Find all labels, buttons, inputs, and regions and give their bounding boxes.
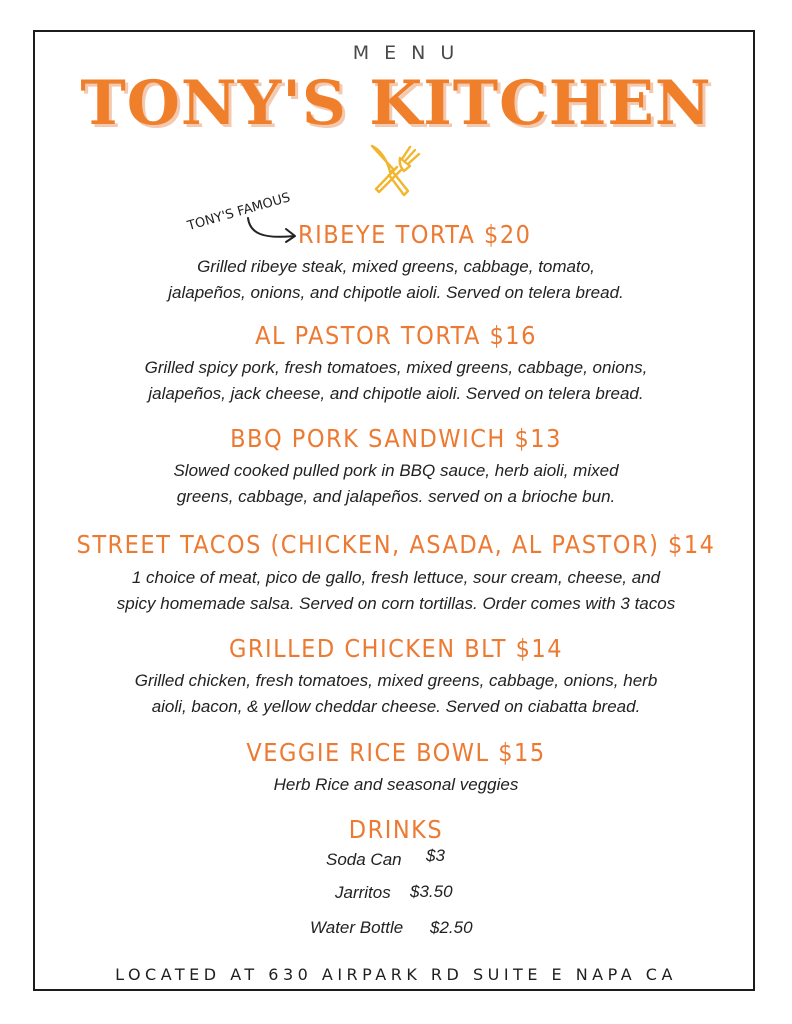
menu-item-grilled-chicken-blt-title: GRILLED CHICKEN BLT $14: [228, 634, 564, 663]
menu-item-al-pastor-torta-title: AL PASTOR TORTA $16: [255, 321, 537, 350]
menu-item-bbq-pork-sandwich-desc-line1: Slowed cooked pulled pork in BBQ sauce, herb aioli, mixed: [173, 461, 619, 480]
menu-item-veggie-rice-bowl-desc: Herb Rice and seasonal veggies: [273, 775, 519, 794]
menu-item-veggie-rice-bowl-title: VEGGIE RICE BOWL $15: [246, 738, 546, 767]
menu-item-bbq-pork-sandwich-title: BBQ PORK SANDWICH $13: [230, 424, 562, 453]
location-footer: LOCATED AT 630 AIRPARK RD SUITE E NAPA CA: [115, 965, 677, 984]
menu-label: MENU: [352, 42, 470, 64]
drink-water-bottle-name: Water Bottle: [310, 918, 404, 937]
menu-item-ribeye-torta-desc-line1: Grilled ribeye steak, mixed greens, cabbage, tomato,: [197, 257, 595, 276]
drink-soda-can-price: $3: [426, 846, 445, 865]
menu-item-bbq-pork-sandwich-desc-line2: greens, cabbage, and jalapeños. served on a brioche bun.: [176, 487, 616, 506]
knife-fork-icon: [364, 142, 424, 200]
menu-item-grilled-chicken-blt-desc-line2: aioli, bacon, & yellow cheddar cheese. Served on ciabatta bread.: [151, 697, 641, 716]
drink-jarritos-price: $3.50: [410, 882, 453, 901]
tonys-famous-note: TONY'S FAMOUS: [185, 190, 293, 234]
arrow-icon: [244, 214, 300, 246]
drinks-heading: DRINKS: [348, 815, 444, 844]
menu-item-grilled-chicken-blt-desc-line1: Grilled chicken, fresh tomatoes, mixed greens, cabbage, onions, herb: [134, 671, 658, 690]
menu-item-al-pastor-torta-desc-line1: Grilled spicy pork, fresh tomatoes, mixed greens, cabbage, onions,: [144, 358, 648, 377]
menu-item-ribeye-torta-desc-line2: jalapeños, onions, and chipotle aioli. Served on telera bread.: [168, 283, 624, 302]
menu-item-street-tacos-desc-line1: 1 choice of meat, pico de gallo, fresh lettuce, sour cream, cheese, and: [131, 568, 661, 587]
drink-soda-can-name: Soda Can: [326, 850, 402, 869]
menu-item-al-pastor-torta-desc-line2: jalapeños, jack cheese, and chipotle aioli. Served on telera bread.: [148, 384, 644, 403]
menu-item-street-tacos-title: STREET TACOS (CHICKEN, ASADA, AL PASTOR) $14: [76, 530, 716, 559]
drink-water-bottle-price: $2.50: [430, 918, 473, 937]
drink-jarritos-name: Jarritos: [335, 883, 391, 902]
menu-item-street-tacos-desc-line2: spicy homemade salsa. Served on corn tortillas. Order comes with 3 tacos: [116, 594, 676, 613]
menu-item-ribeye-torta-title: RIBEYE TORTA $20: [298, 220, 532, 249]
restaurant-title: TONY'S KITCHEN: [80, 68, 712, 139]
